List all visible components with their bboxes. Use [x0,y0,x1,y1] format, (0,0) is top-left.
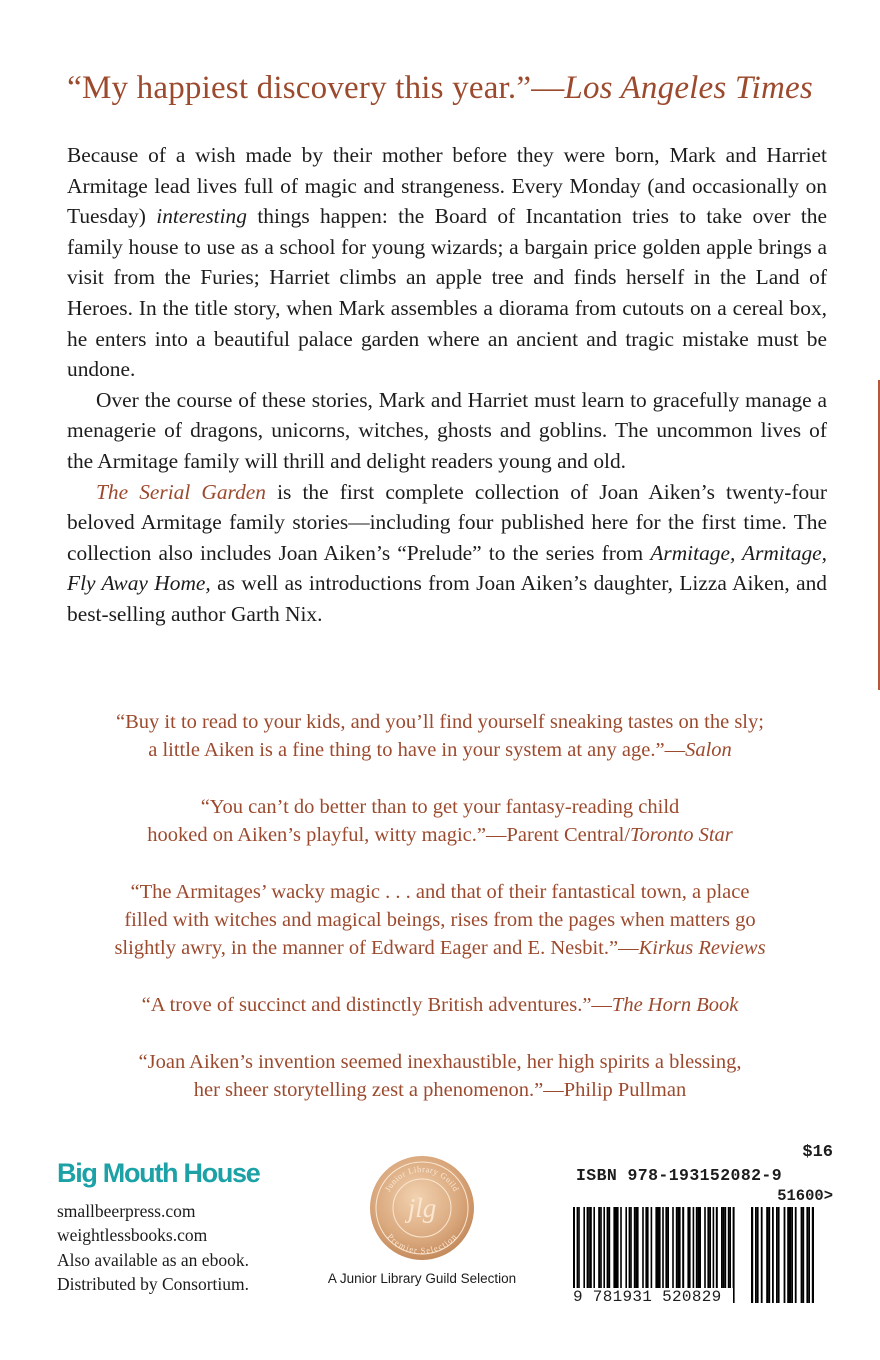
barcode-bar [697,1207,699,1289]
barcode-digits: 9 781931 520829 [573,1288,733,1306]
barcode-bar [613,1207,615,1289]
barcode-bar [630,1207,632,1289]
barcode-bar [679,1207,681,1289]
barcode-bar [609,1207,611,1289]
price-code: 51600> [777,1187,833,1205]
barcode-bar [629,1207,631,1289]
barcode-bar [607,1207,609,1289]
quote-line: “Buy it to read to your kids, and you’ll find yourself sneaking tastes on the sly; [116,711,764,733]
barcode-supplement-bar [791,1207,793,1303]
barcode-bar [642,1207,644,1289]
isbn-label: ISBN 978-193152082-9 [576,1166,783,1185]
barcode-bar [583,1207,585,1289]
barcode-supplement-bar [801,1207,803,1303]
barcode-bar [625,1207,627,1289]
barcode-bar [659,1207,661,1289]
review-quote [0,793,880,849]
description-paragraph-3 [67,477,827,630]
barcode-supplement-bars [751,1207,814,1303]
publisher-block [57,1158,259,1297]
headline-quote [0,70,880,107]
barcode-supplement-bar [789,1207,791,1303]
barcode-supplement-bar [751,1207,753,1303]
headline-text: “My happiest discovery this year.”— [67,70,565,106]
barcode-supplement-bar [755,1207,757,1303]
quote-line: her sheer storytelling zest a phenomenon.”— [193,1079,564,1101]
barcode-bar [689,1207,691,1289]
barcode-bar [672,1207,674,1289]
barcode-supplement-bar [787,1207,789,1303]
publisher-website[interactable]: weightlessbooks.com [57,1225,208,1246]
description-p1-text: Because of a wish made by their mother before they were born, Mark and Harriet Armitage lead lives full of magic and strangeness. Every Monday (and occasionally on Tuesday) [67,143,827,229]
barcode-supplement-bar [778,1207,780,1303]
description-p3-rest: as well as introductions from Joan Aiken’s daughter, Lizza Aiken, and best-selling author Garth Nix. [67,571,827,626]
seal-ring-bottom: Premier Selection [385,1231,459,1256]
quote-source: Salon [685,739,732,761]
quote-line: “You can’t do better than to get your fantasy-reading child [200,796,680,818]
barcode-bar [704,1207,706,1289]
seal-ring-top: Junior Library Guild [382,1163,462,1194]
barcode-block [573,1143,833,1328]
quote-source: Parent Central/ [506,824,631,846]
barcode-bar [716,1207,718,1289]
headline-source: Los Angeles Times [564,70,813,106]
barcode-bar [637,1207,639,1289]
barcode-bar [676,1207,678,1289]
barcode-bar [713,1207,715,1289]
ebook-note: Also available as an ebook. [57,1249,249,1270]
publisher-logo: Big Mouth House [57,1158,260,1188]
quote-line: filled with witches and magical beings, rises from the pages when matters go [124,909,756,931]
publisher-website[interactable]: smallbeerpress.com [57,1201,196,1221]
barcode-bar [598,1207,600,1289]
quote-line: “Joan Aiken’s invention seemed inexhaustible, her high spirits a blessing, [138,1051,742,1073]
barcode-bar [724,1207,726,1289]
barcode-bar [635,1207,637,1289]
barcode-bar [677,1207,679,1289]
barcode-bar [723,1207,725,1289]
barcode-bar [578,1207,580,1289]
barcode-supplement-bar [784,1207,786,1303]
barcode-bar [728,1207,730,1289]
barcode-supplement-bar [776,1207,778,1303]
quote-line: hooked on Aiken’s playful, witty magic.”— [147,824,507,846]
jlg-seal-block [322,1155,522,1286]
barcode-bar [696,1207,698,1289]
quote-line: slightly awry, in the manner of Edward Eager and E. Nesbit.”— [114,937,639,959]
price-label: $16 [802,1143,833,1162]
barcode-bar [662,1207,664,1289]
barcode-bar [699,1207,701,1289]
description-p1-emphasis: interesting [156,204,247,229]
quote-source: The Horn Book [611,994,739,1016]
barcode-bar [588,1207,590,1289]
barcode-supplement-bar [795,1207,797,1303]
quote-source-italic: Toronto Star [630,824,733,846]
barcode-bar [687,1207,689,1289]
barcode-supplement-bar [761,1207,763,1303]
related-book-title: Armitage, Armitage, Fly Away Home, [67,540,827,596]
barcode-supplement-bar [812,1207,814,1303]
quote-source: Philip Pullman [563,1079,687,1101]
review-quote [0,878,880,962]
barcode-bar [590,1207,592,1289]
seal-monogram: jlg [407,1193,437,1223]
barcode-bar [657,1207,659,1289]
barcode-bar [645,1207,647,1289]
barcode-bar [665,1207,667,1289]
quote-line: “A trove of succinct and distinctly British adventures.”— [141,994,612,1016]
barcode-bar [682,1207,684,1289]
description-paragraph-1 [67,140,827,385]
seal-caption: A Junior Library Guild Selection [327,1271,517,1286]
distributor-note: Distributed by Consortium. [57,1274,250,1295]
barcode-bar [709,1207,711,1289]
barcode-supplement-bar [806,1207,808,1303]
barcode-supplement-bar [768,1207,770,1303]
barcode-bar [634,1207,636,1289]
barcode-bar [615,1207,617,1289]
quote-source: Kirkus Reviews [638,937,766,959]
review-quote [0,1048,880,1104]
book-description [67,140,827,630]
barcode-bar [603,1207,605,1289]
review-quotes [0,708,880,1133]
barcode-bar [707,1207,709,1289]
barcode-bar [617,1207,619,1289]
barcode-bar [721,1207,723,1289]
description-p2-text: Over the course of these stories, Mark and Harriet must learn to gracefully manage a menagerie of dragons, unicorns, witches, ghosts and goblins. The uncommon lives of the Armitage family will thrill and delight readers young and old. [67,387,827,473]
quote-line: “The Armitages’ wacky magic . . . and that of their fantastical town, a place [130,881,750,903]
barcode-bar [667,1207,669,1289]
barcode-supplement-bar [772,1207,774,1303]
jlg-seal-icon [369,1155,475,1261]
barcode-bar [600,1207,602,1289]
barcode-bar [647,1207,649,1289]
description-p3-text: is the first complete collection of Joan Aiken’s twenty-four beloved Armitage family stories—including four published here for the first time. The collection also includes Joan Aiken’s “Prelude” to the series from [67,479,828,565]
barcode-bar [593,1207,595,1289]
barcode-supplement-bar [766,1207,768,1303]
description-paragraph-2 [67,385,827,477]
barcode-supplement-bar [802,1207,804,1303]
review-quote [0,991,880,1019]
barcode-supplement-bar [757,1207,759,1303]
barcode-supplement-bar [808,1207,810,1303]
book-title: The Serial Garden [96,479,266,504]
quote-line: a little Aiken is a fine thing to have in your system at any age.”— [148,739,686,761]
review-quote [0,708,880,764]
barcode-bar [587,1207,589,1289]
barcode-bar [620,1207,622,1289]
description-p1-rest: things happen: the Board of Incantation tries to take over the family house to use as a school for young wizards; a bargain price golden apple brings a visit from the Furies; Harriet climbs an apple tree and finds herself in the Land of Heroes. In the title story, when Mark assembles a diorama from cutouts on a cereal box, he enters into a beautiful palace garden where an ancient and tragic mistake must be undone. [67,204,827,382]
barcode-bar [693,1207,695,1289]
